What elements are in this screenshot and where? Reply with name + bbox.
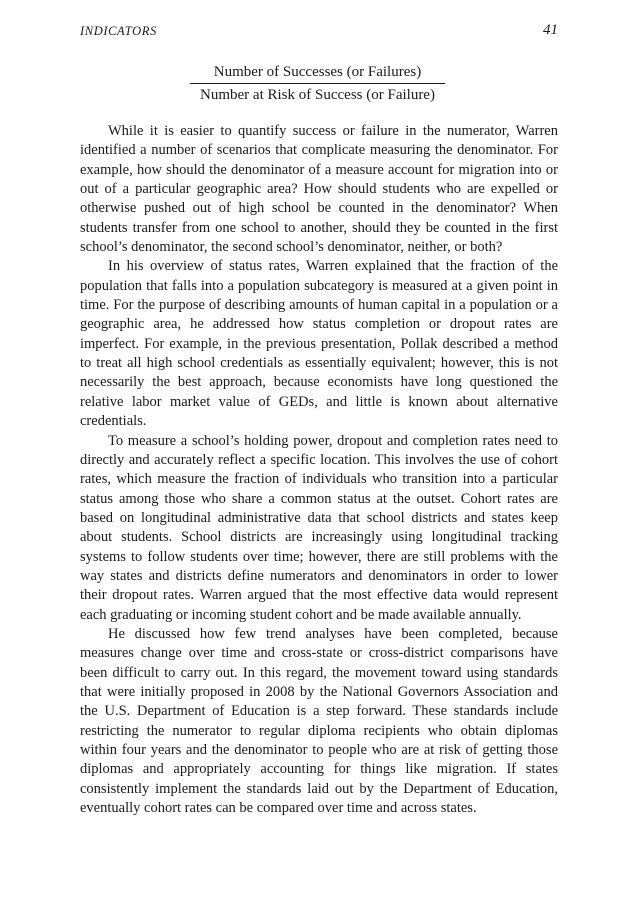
running-title: INDICATORS [80, 24, 157, 38]
fraction-numerator: Number of Successes (or Failures) [213, 64, 422, 80]
body-text [80, 122, 558, 818]
fraction-denominator: Number at Risk of Success (or Failure) [200, 87, 435, 103]
paragraph-2: In his overview of status rates, Warren explained that the fraction of the population that falls into a population subcategory is measured at a given point in time. For the purpose of describing amounts of human capital in a population or a geographic area, he addressed how status completion or dropout rates are imperfect. For example, in the previous presentation, Pollak described a method to treat all high school credentials as essentially equivalent; however, this is not necessarily the best approach, because economists have long questioned the relative labor market value of GEDs, and little is known about alternative credentials. [80, 258, 558, 430]
page-number: 41 [543, 22, 558, 38]
running-head [80, 22, 558, 42]
paragraph-3: To measure a school’s holding power, dropout and completion rates need to directly and accurately reflect a specific location. This involves the use of cohort rates, which measure the fraction of individuals who transition into a particular status among those who share a common status at the outset. Cohort rates are based on longitudinal administrative data that school districts and states keep about students. School districts are increasingly using longitudinal tracking systems to follow students over time; however, there are still problems with the way states and districts define numerators and denominators in order to lower their dropout rates. Warren argued that the most effective data would represent each graduating or incoming student cohort and be made available annually. [80, 432, 558, 623]
fraction-formula [190, 62, 445, 105]
fraction-bar [190, 83, 445, 84]
paragraph-4: He discussed how few trend analyses have been completed, because measures change over time and cross-state or cross-district comparisons have been difficult to carry out. In this regard, the movement toward using standards that were initially proposed in 2008 by the National Governors Association and the U.S. Department of Education is a step forward. These standards include restricting the numerator to regular diploma recipients who obtain diplomas within four years and the denominator to people who are at risk of getting those diplomas and appropriately accounting for things like migration. If states consistently implement the standards laid out by the Department of Education, eventually cohort rates can be compared over time and across states. [80, 625, 558, 817]
paragraph-1: While it is easier to quantify success or failure in the numerator, Warren identified a number of scenarios that complicate measuring the denominator. For example, how should the denominator of a measure account for migration into or out of a particular geographic area? How should students who are expelled or otherwise pushed out of high school be counted in the denominator? When students transfer from one school to another, should they be counted in the first school’s denominator, the second school’s denominator, neither, or both? [80, 123, 558, 256]
